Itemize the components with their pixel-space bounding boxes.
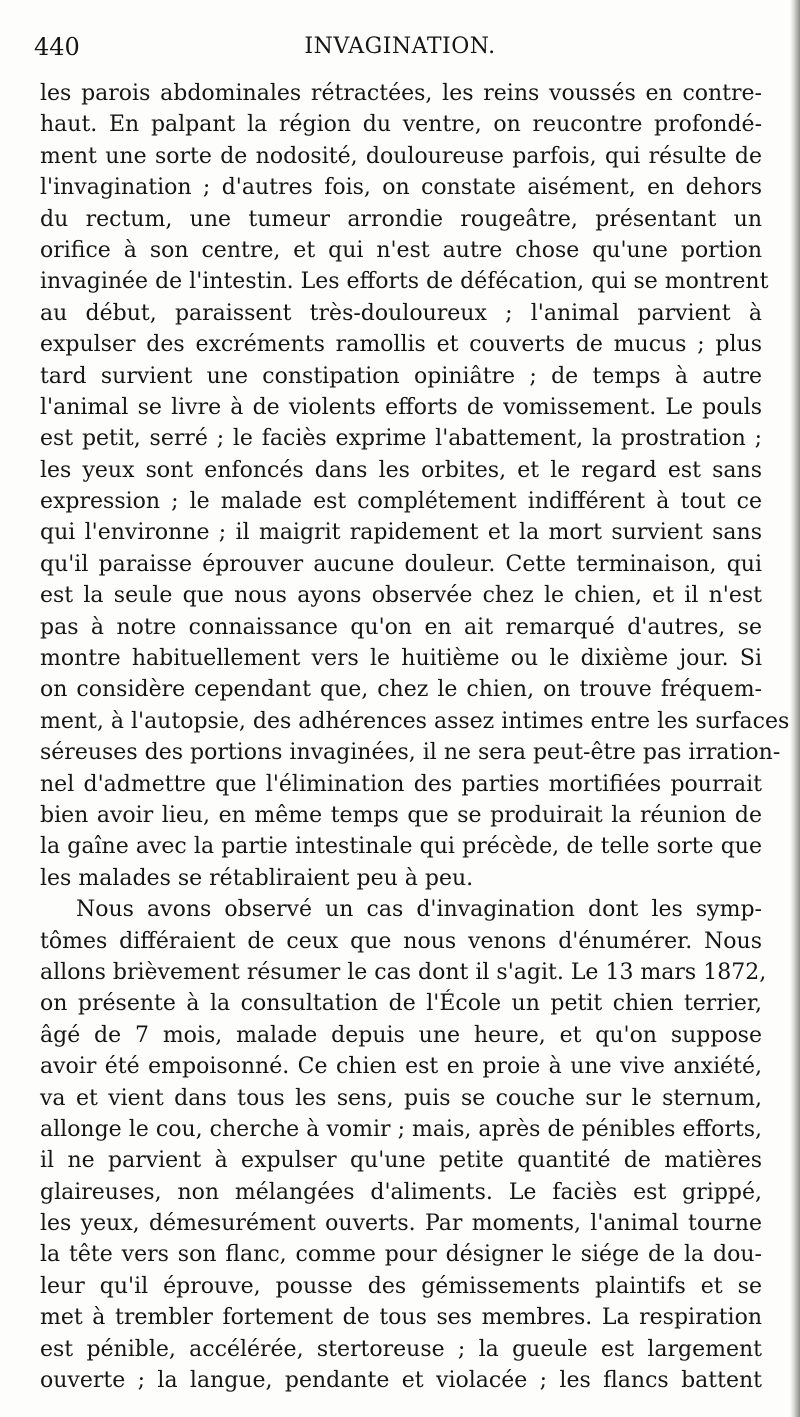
text-line: les parois abdominales rétractées, les reins voussés en contre- [40,81,762,106]
text-line: tômes différaient de ceux que nous venons d'énumérer. Nous [40,928,762,954]
text-line: est la seule que nous ayons observée chez le chien, et il n'est [40,583,762,609]
text-line: allonge le cou, cherche à vomir ; mais, après de pénibles efforts, [40,1116,762,1142]
text-line: séreuses des portions invaginées, il ne sera peut-être pas irration- [40,740,781,766]
text-line: invaginée de l'intestin. Les efforts de défécation, qui se montrent [40,269,769,295]
text-line: ment une sorte de nodosité, douloureuse parfois, qui résulte de [40,143,762,169]
text-line: les yeux, démesurément ouverts. Par moments, l'animal tourne [40,1211,762,1237]
text-line: l'animal se livre à de violents efforts de vomissement. Le pouls [40,394,762,420]
body-text [40,78,790,1396]
text-line: qui l'environne ; il maigrit rapidement et la mort survient sans [40,520,762,546]
text-line: on considère cependant que, chez le chien, on trouve fréquem- [40,677,762,703]
text-line: il ne parvient à expulser qu'une petite quantité de matières [40,1148,762,1174]
text-line: ouverte ; la langue, pendante et violacée ; les flancs battent [40,1368,762,1394]
text-line: est pénible, accélérée, stertoreuse ; la gueule est largement [40,1336,762,1362]
text-line: la tête vers son flanc, comme pour désigner le siége de la dou- [40,1242,762,1268]
text-line: l'invagination ; d'autres fois, on constate aisément, en dehors [40,175,762,201]
text-line: allons brièvement résumer le cas dont il s'agit. Le 13 mars 1872, [40,959,767,985]
text-line: on présente à la consultation de l'École un petit chien terrier, [40,991,762,1017]
text-line: tard survient une constipation opiniâtre ; de temps à autre [40,363,762,389]
text-line: met à trembler fortement de tous ses membres. La respiration [40,1305,762,1331]
page-number: 440 [34,33,80,61]
text-line: haut. En palpant la région du ventre, on reucontre profondé- [40,112,762,138]
text-line: orifice à son centre, et qui n'est autre chose qu'une portion [40,237,762,263]
page-header [34,30,766,64]
text-line: leur qu'il éprouve, pousse des gémissements plaintifs et se [40,1273,762,1299]
text-line: la gaîne avec la partie intestinale qui précède, de telle sorte que [40,834,762,860]
page-edge-shadow [790,0,800,1417]
text-line: les yeux sont enfoncés dans les orbites, et le regard est sans [40,457,762,483]
text-line: qu'il paraisse éprouver aucune douleur. Cette terminaison, qui [40,551,762,577]
text-line: nel d'admettre que l'élimination des parties mortifiées pourrait [40,771,762,797]
text-line: va et vient dans tous les sens, puis se couche sur le sternum, [40,1085,762,1111]
text-line: pas à notre connaissance qu'on en ait remarqué d'autres, se [40,614,762,640]
text-line: montre habituellement vers le huitième ou le dixième jour. Si [40,646,762,672]
text-line: Nous avons observé un cas d'invagination dont les symp- [76,897,762,923]
text-line: les malades se rétabliraient peu à peu. [40,865,474,891]
text-line: expulser des excréments ramollis et couverts de mucus ; plus [40,332,762,358]
text-line: bien avoir lieu, en même temps que se produirait la réunion de [40,802,762,828]
text-line: âgé de 7 mois, malade depuis une heure, et qu'on suppose [40,1022,762,1048]
text-line: avoir été empoisonné. Ce chien est en proie à une vive anxiété, [40,1054,762,1080]
text-line: glaireuses, non mélangées d'aliments. Le faciès est grippé, [40,1179,762,1205]
text-line: expression ; le malade est complétement indifférent à tout ce [40,489,762,515]
text-line: au début, paraissent très-douloureux ; l'animal parvient à [40,300,762,326]
text-line: du rectum, une tumeur arrondie rougeâtre, présentant un [40,206,762,232]
running-head: INVAGINATION. [304,34,496,59]
text-line: est petit, serré ; le faciès exprime l'abattement, la prostration ; [40,426,762,452]
text-line: ment, à l'autopsie, des adhérences assez intimes entre les surfaces [40,708,790,734]
